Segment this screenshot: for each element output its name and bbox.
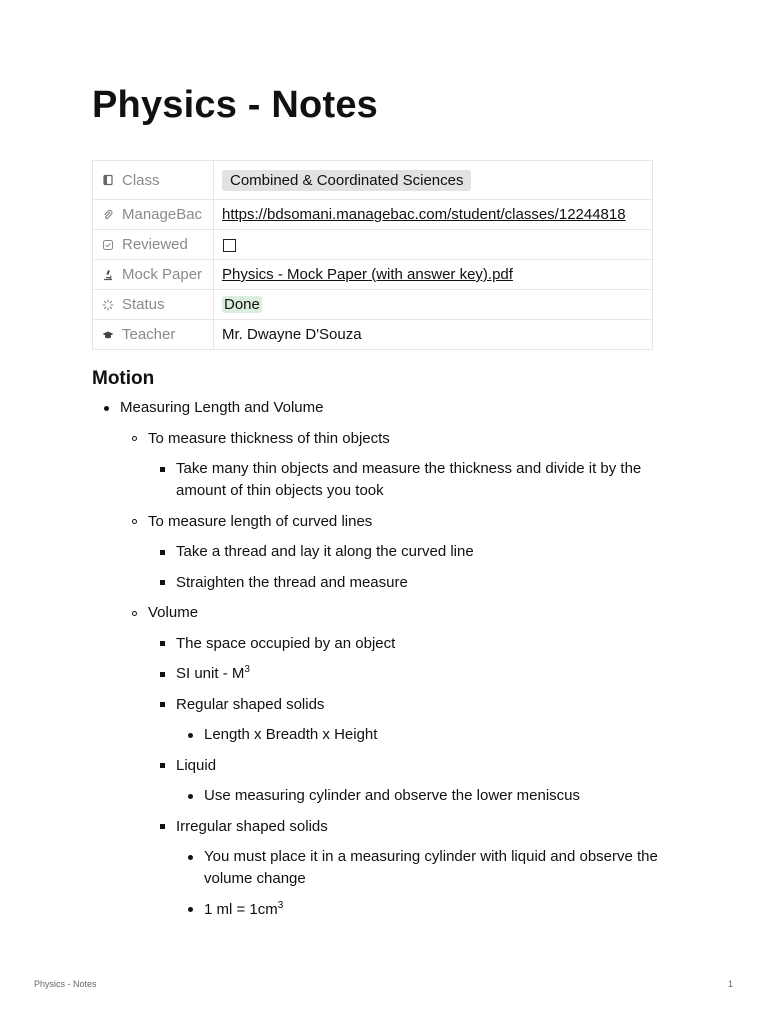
property-label-reviewed: Reviewed	[122, 236, 188, 253]
bullet-square-icon	[160, 580, 165, 585]
list-item: Measuring Length and Volume	[92, 397, 692, 419]
footer-title: Physics - Notes	[34, 979, 97, 989]
checkbox-icon	[102, 239, 114, 251]
list-item: To measure length of curved lines	[120, 511, 692, 533]
property-row-teacher	[93, 320, 653, 350]
properties-table	[92, 160, 653, 350]
teacher-value: Mr. Dwayne D'Souza	[222, 326, 362, 343]
property-row-mock-paper	[93, 260, 653, 290]
status-badge[interactable]: Done	[224, 296, 260, 313]
list-item: 1 ml = $1cm^3$	[176, 899, 692, 921]
bullet-square-icon	[160, 824, 165, 829]
list-item: The space occupied by an object	[148, 633, 692, 655]
property-row-status	[93, 290, 653, 320]
list-item: Straighten the thread and measure	[148, 572, 692, 594]
mock-paper-link[interactable]: Physics - Mock Paper (with answer key).pdf	[222, 266, 513, 283]
list-item: Regular shaped solids	[148, 694, 692, 716]
list-item: Take a thread and lay it along the curved line	[148, 541, 692, 563]
list-item: To measure thickness of thin objects	[120, 428, 692, 450]
book-icon	[102, 174, 114, 186]
list-item: Volume	[120, 602, 692, 624]
property-row-class	[93, 161, 653, 200]
bullet-square-icon	[160, 763, 165, 768]
notes-list	[92, 397, 692, 929]
bullet-circle-icon	[132, 611, 137, 616]
list-item: Use measuring cylinder and observe the lower meniscus	[176, 785, 692, 807]
list-item: Length x Breadth x Height	[176, 724, 692, 746]
list-item: Take many thin objects and measure the thickness and divide it by the amount of thin objects you took	[148, 458, 692, 502]
class-tag[interactable]: Combined & Coordinated Sciences	[222, 170, 471, 191]
property-label-status: Status	[122, 296, 165, 313]
graduation-cap-icon	[102, 329, 114, 341]
paperclip-icon	[102, 209, 114, 221]
page-title: Physics - Notes	[92, 84, 378, 126]
property-row-managebac	[93, 200, 653, 230]
property-label-class: Class	[122, 171, 160, 189]
list-item: Irregular shaped solids	[148, 816, 692, 838]
managebac-link[interactable]: https://bdsomani.managebac.com/student/classes/12244818	[222, 206, 626, 223]
loading-spinner-icon	[102, 299, 114, 311]
property-label-mock-paper: Mock Paper	[122, 266, 203, 283]
bullet-disc-icon	[188, 794, 193, 799]
microscope-icon	[102, 269, 114, 281]
list-item: SI unit - $M^3$	[148, 663, 692, 685]
bullet-square-icon	[160, 550, 165, 555]
bullet-disc-icon	[188, 733, 193, 738]
list-item: Liquid	[148, 755, 692, 777]
section-heading: Motion	[92, 368, 155, 389]
bullet-disc-icon	[188, 855, 193, 860]
page-number: 1	[727, 979, 733, 989]
bullet-square-icon	[160, 641, 165, 646]
property-label-managebac: ManageBac	[122, 206, 203, 223]
bullet-square-icon	[160, 672, 165, 677]
bullet-square-icon	[160, 467, 165, 472]
bullet-circle-icon	[132, 519, 137, 524]
bullet-circle-icon	[132, 436, 137, 441]
reviewed-checkbox[interactable]	[223, 239, 236, 252]
property-label-teacher: Teacher	[122, 326, 176, 343]
bullet-disc-icon	[104, 406, 109, 411]
property-row-reviewed	[93, 230, 653, 260]
bullet-square-icon	[160, 702, 165, 707]
list-item: You must place it in a measuring cylinder with liquid and observe the volume change	[176, 846, 692, 890]
bullet-disc-icon	[188, 907, 193, 912]
